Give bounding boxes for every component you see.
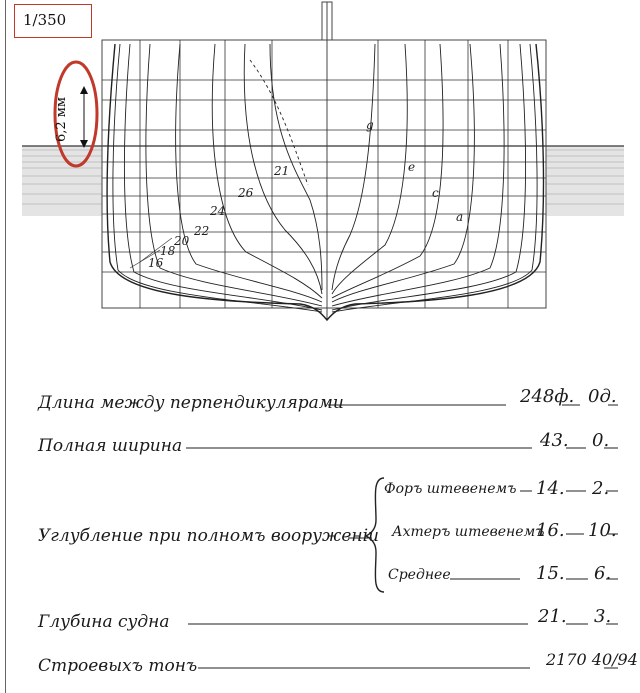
station-label-c: c (432, 186, 439, 200)
spec-tonnage-value: 2170 40/94 (546, 650, 638, 669)
spec-aft-label: Ахтеръ штевенемъ (392, 524, 545, 540)
spec-middle-value: 15. (536, 563, 565, 584)
spec-middle-unit: 6. (594, 563, 612, 584)
spec-draft-label: Углубление при полномъ вооруженiи (38, 526, 379, 546)
spec-forward-value: 14. (536, 478, 565, 499)
station-label-18: 18 (160, 244, 176, 258)
spec-width-label: Полная ширина (38, 436, 183, 456)
measurement-label: 6,2 мм (54, 96, 69, 142)
station-label-e: e (408, 160, 416, 174)
spec-length-unit: 0д. (588, 386, 617, 407)
station-label-21: 21 (274, 164, 290, 178)
station-label-24: 24 (210, 204, 226, 218)
spec-depth-value: 21. (538, 606, 567, 627)
spec-aft-value: 16. (536, 520, 565, 541)
spec-tonnage-label: Строевыхъ тонъ (38, 656, 198, 676)
station-label-22: 22 (194, 224, 210, 238)
station-label-26: 26 (238, 186, 254, 200)
spec-forward-label: Форъ штевенемъ (384, 481, 517, 497)
scale-label: 1/350 (14, 4, 92, 38)
spec-width-value: 43. (540, 430, 569, 451)
station-label-16: 16 (148, 256, 164, 270)
spec-depth-label: Глубина судна (38, 612, 170, 632)
spec-forward-unit: 2. (592, 478, 610, 499)
station-label-g: g (366, 118, 374, 132)
spec-depth-unit: 3. (594, 606, 612, 627)
spec-length-label: Длина между перпендикулярами (38, 393, 344, 413)
station-label-a: a (456, 210, 464, 224)
spec-aft-unit: 10. (588, 520, 617, 541)
station-label-20: 20 (174, 234, 190, 248)
spec-length-value: 248ф. (520, 386, 575, 407)
spec-middle-label: Среднее (388, 567, 451, 583)
spec-width-unit: 0. (592, 430, 610, 451)
draft-brace (366, 478, 384, 592)
